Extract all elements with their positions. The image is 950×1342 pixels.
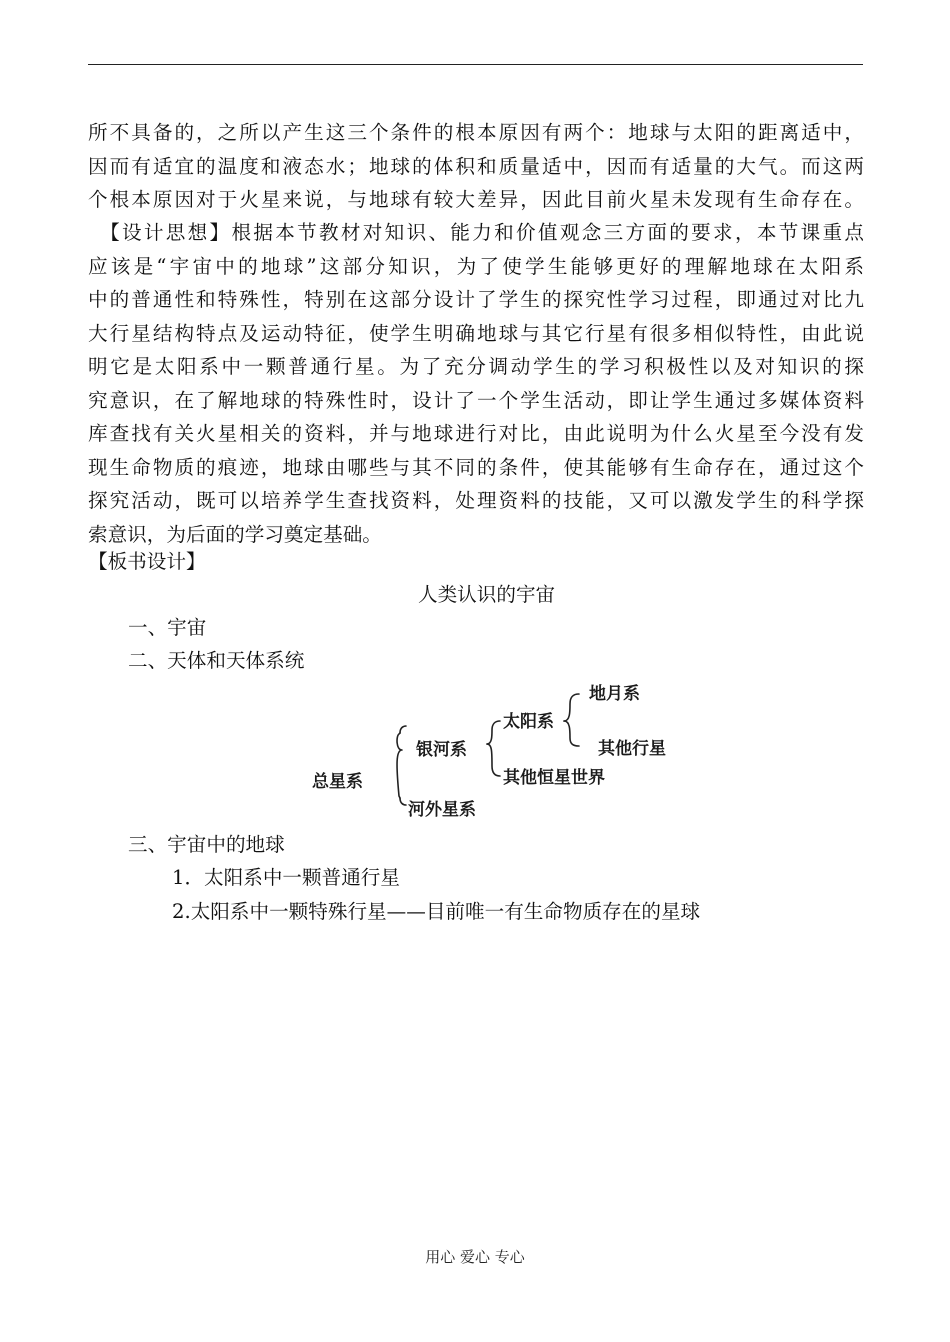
text-line: 应该是“宇宙中的地球”这部分知识，为了使学生能够更好的理解地球在太阳系 xyxy=(88,254,864,278)
board-item-earth-in-universe: 三、宇宙中的地球 xyxy=(128,833,285,856)
text-line: 大行星结构特点及运动特征，使学生明确地球与其它行星有很多相似特性，由此说 xyxy=(88,321,864,345)
node-total-galaxy: 总星系 xyxy=(312,772,363,792)
node-earth-moon: 地月系 xyxy=(589,684,640,704)
board-subitem-special-planet: 2.太阳系中一颗特殊行星——目前唯一有生命物质存在的星球 xyxy=(172,900,701,923)
text-line: 因而有适宜的温度和液态水；地球的体积和质量适中，因而有适量的大气。而这两 xyxy=(88,154,864,178)
node-solar-system: 太阳系 xyxy=(503,712,554,732)
board-item-celestial-systems: 二、天体和天体系统 xyxy=(128,649,305,672)
paragraph-design-idea xyxy=(88,216,864,551)
text-line: 【设计思想】根据本节教材对知识、能力和价值观念三方面的要求，本节课重点 xyxy=(88,221,864,244)
text-line: 探究活动，既可以培养学生查找资料，处理资料的技能，又可以激发学生的科学探 xyxy=(88,489,864,512)
text-line: 中的普通性和特殊性，特别在这部分设计了学生的探究性学习过程，即通过对比九 xyxy=(88,288,864,311)
page-footer: 用心 爱心 专心 xyxy=(425,1248,525,1266)
brace-galaxy-lower xyxy=(487,744,500,776)
header-rule xyxy=(88,64,863,65)
text-line: 所不具备的，之所以产生这三个条件的根本原因有两个：地球与太阳的距离适中， xyxy=(88,121,864,144)
brace-root xyxy=(397,733,402,798)
board-item-universe: 一、宇宙 xyxy=(128,616,207,639)
node-other-planets: 其他行星 xyxy=(598,739,666,759)
celestial-system-diagram xyxy=(300,678,700,828)
node-other-star-worlds: 其他恒星世界 xyxy=(503,768,605,788)
brace-root-top xyxy=(400,726,406,733)
node-milky-way: 银河系 xyxy=(416,740,467,760)
text-line: 库查找有关火星相关的资料，并与地球进行对比，由此说明为什么火星至今没有发 xyxy=(88,422,864,445)
text-line: 个根本原因对于火星来说，与地球有较大差异，因此目前火星未发现有生命存在。 xyxy=(88,188,864,211)
board-design-heading: 【板书设计】 xyxy=(88,550,206,573)
text-line: 现生命物质的痕迹，地球由哪些与其不同的条件，使其能够有生命存在，通过这个 xyxy=(88,455,864,479)
paragraph-continued xyxy=(88,116,864,217)
brace-solar-lower xyxy=(564,721,579,746)
brace-root-bottom xyxy=(400,798,406,805)
text-line: 明它是太阳系中一颗普通行星。为了充分调动学生的学习积极性以及对知识的探 xyxy=(88,355,864,378)
node-extragalactic: 河外星系 xyxy=(408,800,476,820)
board-subitem-ordinary-planet: 1．太阳系中一颗普通行星 xyxy=(172,866,400,889)
text-line: 究意识，在了解地球的特殊性时，设计了一个学生活动，即让学生通过多媒体资料 xyxy=(88,388,864,412)
board-title: 人类认识的宇宙 xyxy=(418,583,556,606)
brace-solar-upper xyxy=(564,694,579,721)
text-line: 索意识，为后面的学习奠定基础。 xyxy=(88,522,382,546)
brace-galaxy-upper xyxy=(487,721,500,744)
